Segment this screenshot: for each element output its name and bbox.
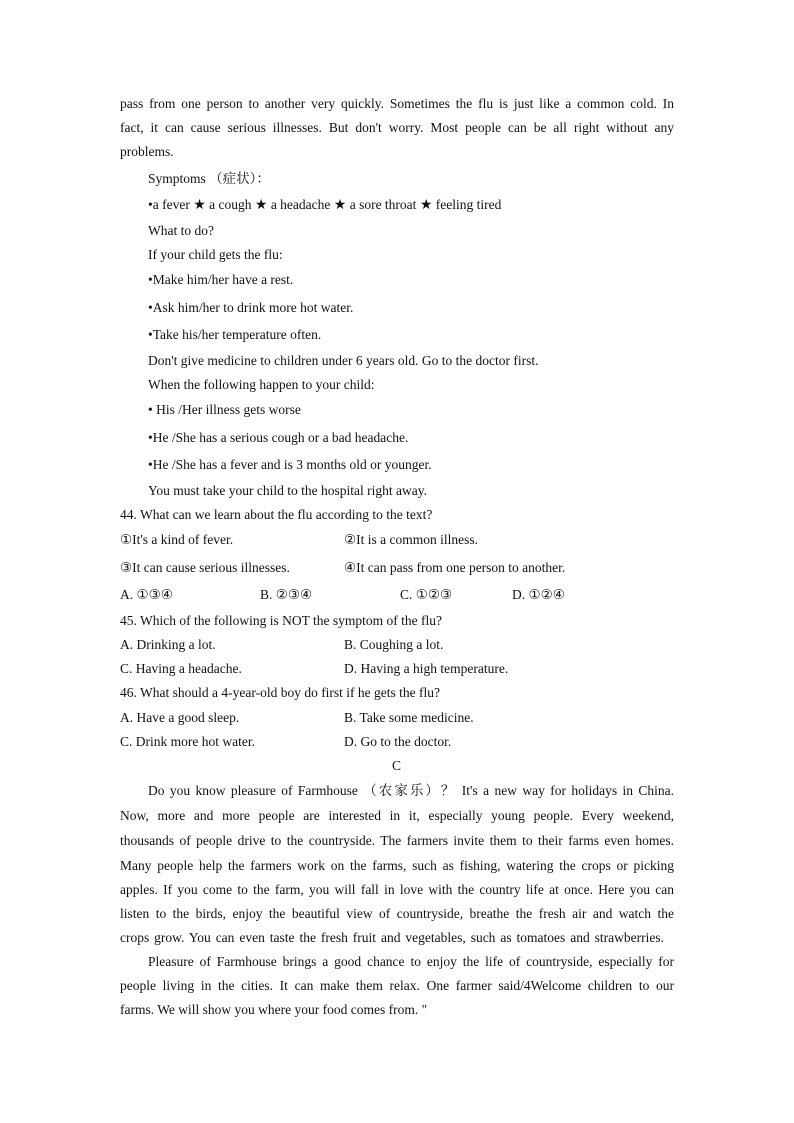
para1-line-7: crops grow. You can even taste the fresh fruit and vegetables, such as tomatoes and strawberries. (120, 930, 664, 945)
symptoms-list (148, 196, 501, 214)
option-b: B. ②③④ (260, 587, 313, 602)
symptom-item: a sore throat (349, 197, 417, 212)
option-c: C. Having a headache. (120, 661, 242, 676)
danger-item: • His /Her illness gets worse (148, 402, 301, 417)
medicine-note: Don't give medicine to children under 6 years old. Go to the doctor first. (148, 353, 539, 368)
intro-line-1: pass from one person to another very quickly. Sometimes the flu is just like a common cold. In (120, 96, 674, 111)
option-b: B. Coughing a lot. (344, 637, 444, 652)
statement-4: ④It can pass from one person to another. (344, 560, 566, 575)
option-c: C. ①②③ (400, 587, 453, 602)
statement-3: ③It can cause serious illnesses. (120, 560, 290, 575)
symptom-item: feeling tired (435, 197, 502, 212)
star-icon: ★ (419, 197, 433, 213)
option-d: D. Go to the doctor. (344, 734, 452, 749)
option-d: D. ①②④ (512, 587, 565, 602)
option-a: A. ①③④ (120, 587, 173, 602)
option-a: A. Have a good sleep. (120, 710, 240, 725)
option-b: B. Take some medicine. (344, 710, 474, 725)
para2-line-1: Pleasure of Farmhouse brings a good chance to enjoy the life of countryside, especially for (148, 954, 674, 969)
statement-1: ①It's a kind of fever. (120, 532, 234, 547)
para2-line-2: people living in the cities. It can make them relax. One farmer said/4Welcome children to our (120, 978, 674, 993)
if-flu-line: If your child gets the flu: (148, 247, 283, 262)
option-a: A. Drinking a lot. (120, 637, 216, 652)
para1-line-6: listen to the birds, enjoy the beautiful view of countryside, breathe the fresh air and watch the (120, 906, 674, 921)
hospital-note: You must take your child to the hospital right away. (148, 483, 427, 498)
what-to-do-heading: What to do? (148, 223, 214, 238)
para1-line-3: thousands of people drive to the countryside. The farmers invite them to their farms even homes. (120, 833, 674, 848)
para1-line-4: Many people help the farmers work on the farms, such as fishing, watering the crops or picking (120, 858, 674, 873)
care-item: •Take his/her temperature often. (148, 327, 322, 342)
option-d: D. Having a high temperature. (344, 661, 509, 676)
question-45-stem: 45. Which of the following is NOT the symptom of the flu? (120, 613, 442, 628)
option-c: C. Drink more hot water. (120, 734, 255, 749)
care-item: •Ask him/her to drink more hot water. (148, 300, 354, 315)
question-46-stem: 46. What should a 4-year-old boy do first if he gets the flu? (120, 685, 441, 700)
symptom-item: a cough (209, 197, 252, 212)
danger-item: •He /She has a serious cough or a bad headache. (148, 430, 409, 445)
intro-line-3: problems. (120, 144, 174, 159)
question-44-stem: 44. What can we learn about the flu according to the text? (120, 507, 433, 522)
para1-line-2: Now, more and more people are interested in it, especially young people. Every weekend, (120, 808, 674, 823)
when-following-line: When the following happen to your child: (148, 377, 375, 392)
symptom-item: •a fever (148, 197, 190, 212)
statement-2: ②It is a common illness. (344, 532, 478, 547)
para1-line-1: Do you know pleasure of Farmhouse （农家乐）？ It's a new way for holidays in China. (148, 783, 674, 798)
para1-line-5: apples. If you come to the farm, you will fall in love with the country life at once. Here you can (120, 882, 674, 897)
star-icon: ★ (193, 197, 206, 213)
danger-item: •He /She has a fever and is 3 months old or younger. (148, 457, 432, 472)
symptom-item: a headache (270, 197, 331, 212)
symptoms-heading: Symptoms （症状）： (148, 171, 270, 186)
section-heading-c: C (392, 758, 402, 773)
para2-line-3: farms. We will show you where your food comes from. " (120, 1002, 428, 1017)
star-icon: ★ (254, 197, 268, 213)
star-icon: ★ (333, 197, 347, 213)
care-item: •Make him/her have a rest. (148, 272, 294, 287)
intro-line-2: fact, it can cause serious illnesses. But don't worry. Most people can be all right without any (120, 120, 674, 135)
